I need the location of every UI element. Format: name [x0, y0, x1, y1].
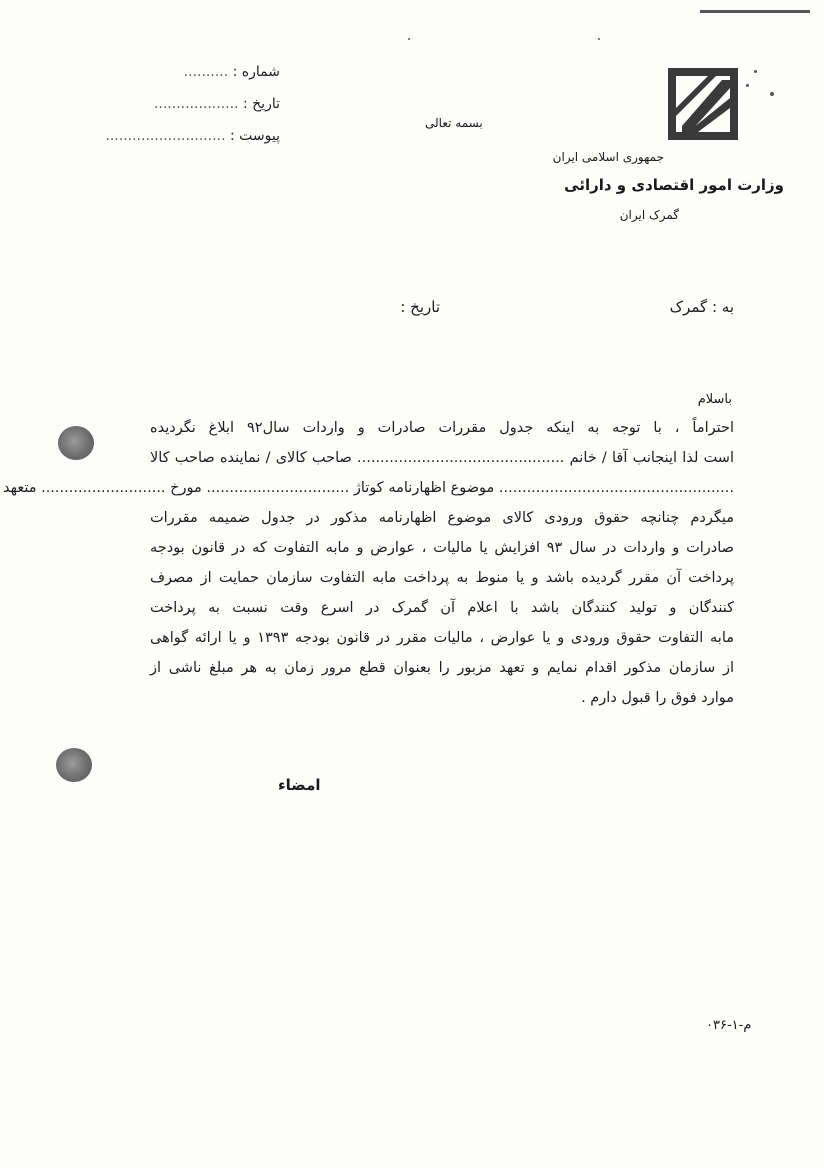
invocation-text: بسمه تعالی: [425, 116, 483, 130]
number-label: شماره :: [232, 64, 280, 80]
attachment-label: پیوست :: [230, 128, 280, 144]
customs-logo: [668, 68, 738, 140]
body-line-1: احتراماً ، با توجه به اینکه جدول مقررات صادرات و واردات سال۹۲ ابلاغ نگردیده: [150, 420, 734, 436]
number-row: [184, 64, 280, 80]
form-code: م-۱-۰۳۶: [706, 1018, 752, 1033]
greeting-text: باسلام: [697, 392, 732, 407]
recipient-text: به : گمرک: [669, 298, 734, 316]
scan-edge-bar: [700, 10, 810, 13]
body-line-4: میگردم چنانچه حقوق ورودی کالای موضوع اظهارنامه مذکور در جدول ضمیمه مقررات: [150, 510, 734, 526]
republic-text: جمهوری اسلامی ایران: [552, 150, 664, 164]
body-line-7: کنندگان و تولید کنندگان باشد با اعلام آن گمرک در اسرع وقت نسبت به پرداخت: [150, 600, 734, 616]
signature-label: امضاء: [278, 776, 321, 794]
attachment-dots: ...........................: [105, 128, 226, 144]
body-line-2: است لذا اینجانب آقا / خانم ............................................. صاحب کالای / نماینده صاحب کالا: [150, 450, 734, 466]
date-label: تاریخ :: [242, 96, 280, 112]
letter-date-label: تاریخ :: [400, 298, 440, 316]
scan-speck: [408, 38, 410, 40]
body-line-8: مابه التفاوت حقوق ورودی و یا عوارض ، مالیات مقرر در قانون بودجه ۱۳۹۳ و یا ارائه گواهی: [150, 630, 735, 646]
body-line-6: پرداخت آن مقرر گردیده باشد و یا منوط به پرداخت مابه التفاوت سازمان حمایت از مصرف: [150, 570, 734, 586]
ministry-text: وزارت امور اقتصادی و دارائی: [564, 176, 784, 194]
punch-hole-top: [58, 426, 94, 460]
scan-speck: [598, 38, 600, 40]
scan-speck: [770, 92, 774, 96]
punch-hole-bottom: [56, 748, 92, 782]
body-line-3: ................................................... موضوع اظهارنامه کوتاژ ............................... مورخ ........................... متعهد: [3, 480, 734, 496]
attachment-row: [105, 128, 280, 144]
letter-body: [3, 413, 735, 713]
date-row: [154, 96, 280, 112]
scan-speck: [746, 84, 749, 87]
number-dots: ..........: [183, 64, 229, 80]
body-line-5: صادرات و واردات در سال ۹۳ افزایش یا مالیات ، عوارض و مابه التفاوت که در قانون بودجه: [150, 540, 734, 556]
body-line-9: از سازمان مذکور اقدام نمایم و تعهد مزبور را بعنوان قطع مرور زمان به هر مبلغ ناشی از: [150, 660, 734, 676]
customs-text: گمرک ایران: [619, 208, 679, 222]
scan-speck: [754, 70, 757, 73]
date-dots: ...................: [153, 96, 239, 112]
body-line-10: موارد فوق را قبول دارم .: [581, 690, 734, 706]
